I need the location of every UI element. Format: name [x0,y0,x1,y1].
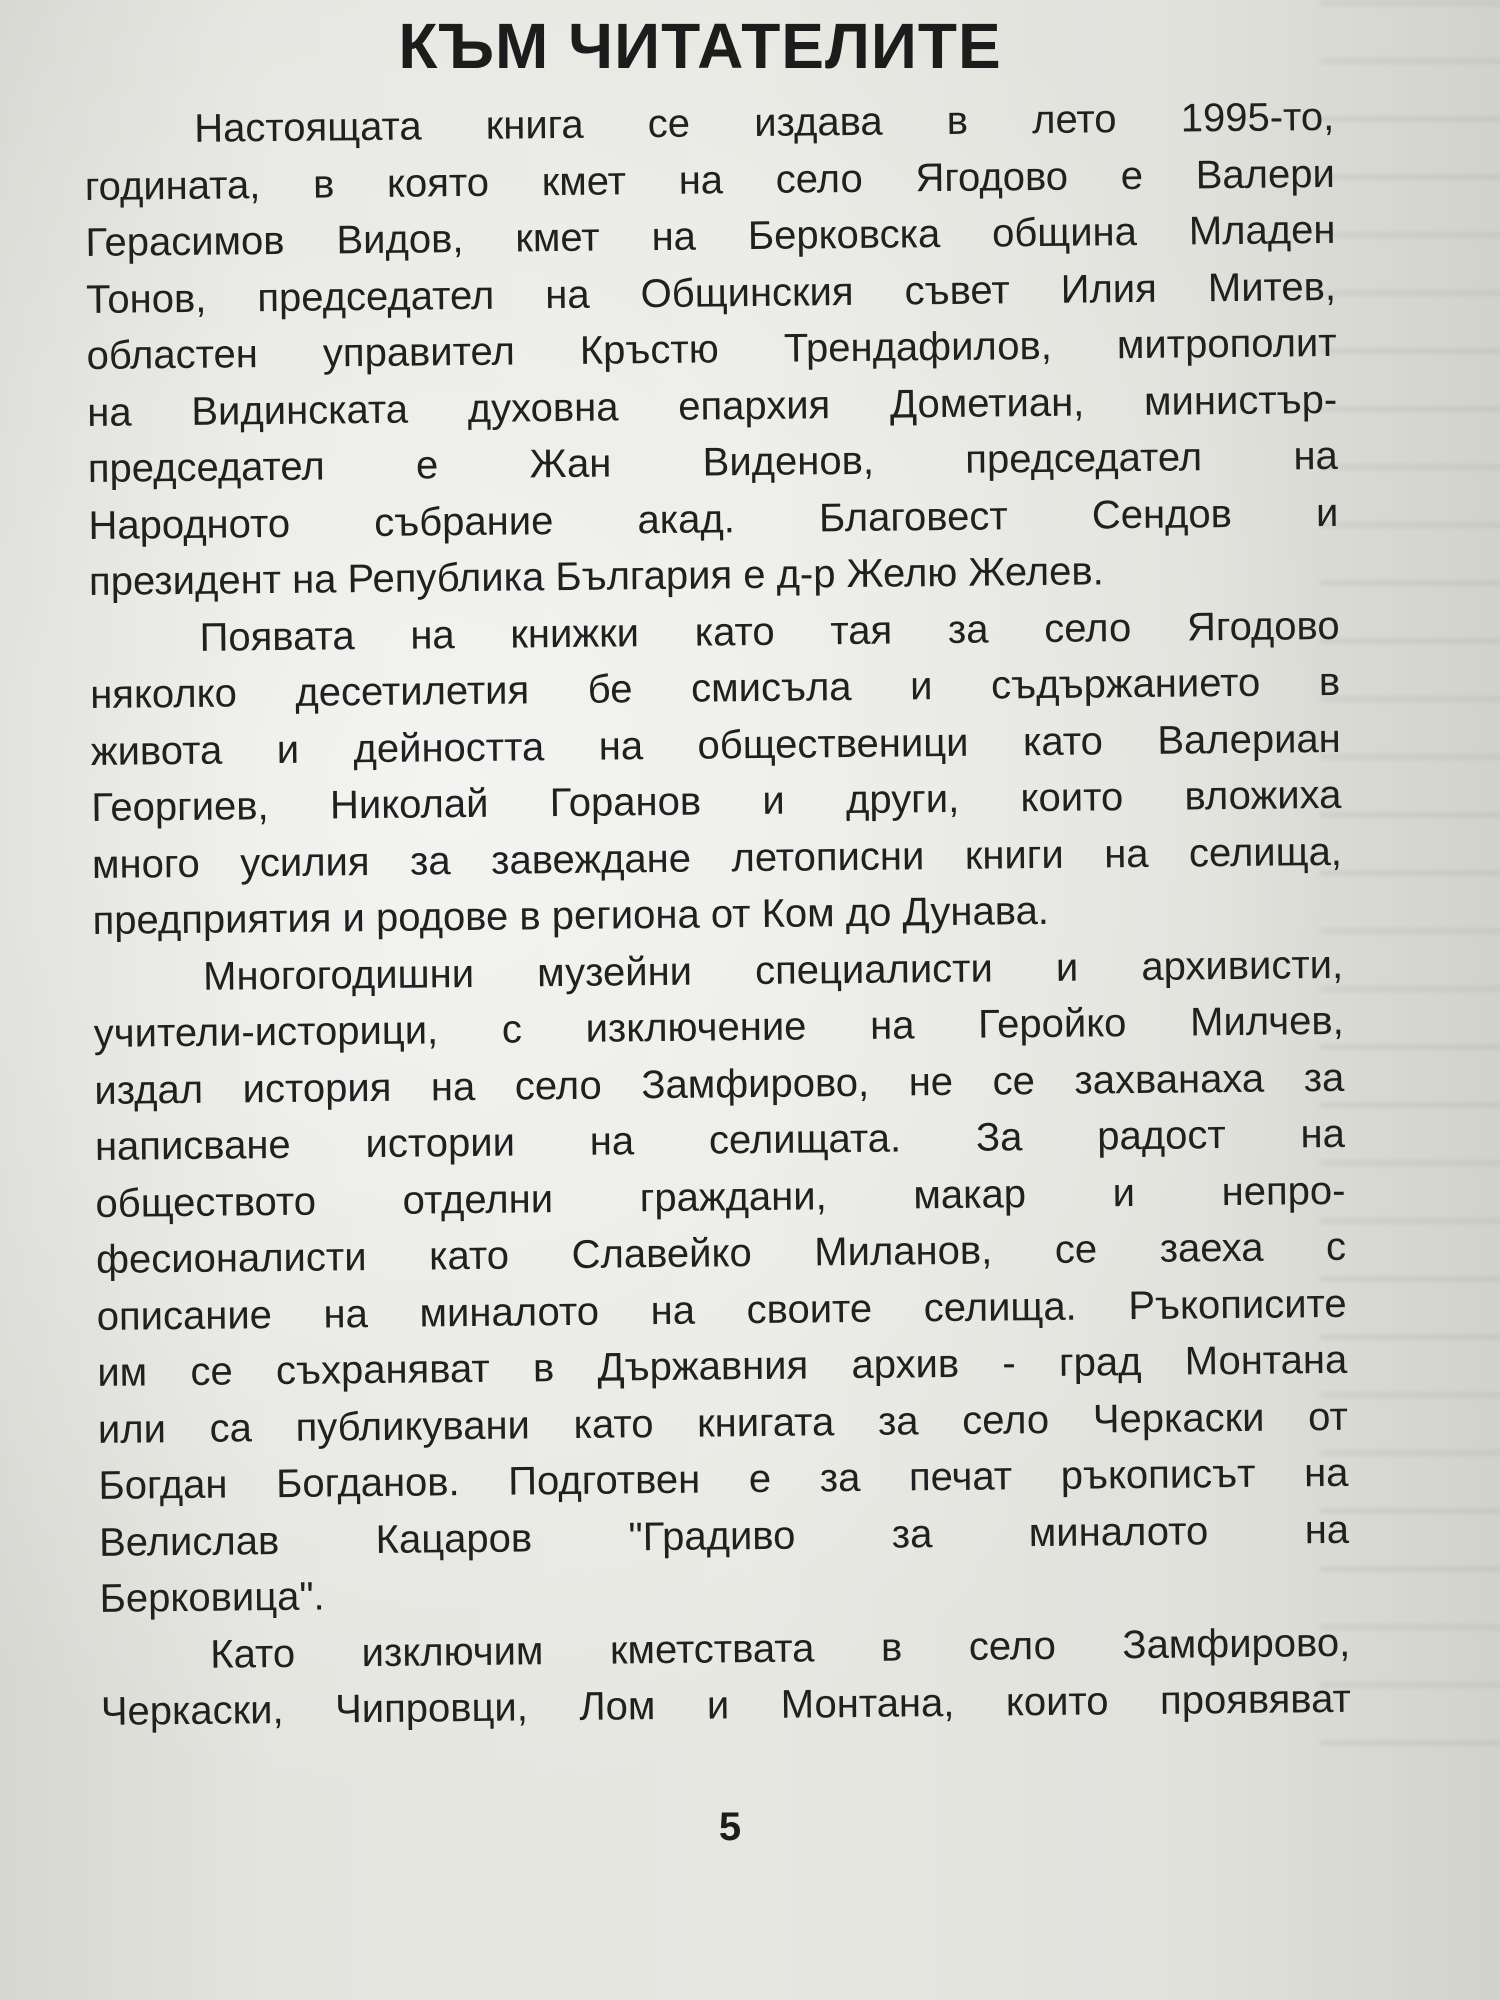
body-text [84,89,1351,1740]
text-line: много усилия за завеждане летописни книги на селища, [91,829,1343,887]
text-line: няколко десетилетия бе смисъла и съдържанието в [89,659,1341,717]
text-line: Настоящата книга се издава в лето 1995-то, [194,94,1335,151]
text-line: Тонов, председател на Общинския съвет Илия Митев, [85,264,1337,322]
text-line: на Видинската духовна епархия Дометиан, министър- [87,377,1338,435]
text-line: написване истории на селищата. За радост на [94,1111,1346,1169]
text-line: предприятия и родове в региона от Ком до Дунава. [92,888,1050,943]
text-line: им се съхраняват в Държавния архив - град Монтана [97,1337,1348,1395]
text-line: живота и дейността на общественици като Валериан [90,716,1341,774]
text-line: Като изключим кметствата в село Замфирово, [210,1620,1351,1677]
text-line: фесионалисти като Славейко Миланов, се заеха с [95,1224,1347,1282]
paragraph-4 [100,1614,1351,1740]
text-line: председател е Жан Виденов, председател на [87,433,1339,491]
text-line: Герасимов Видов, кмет на Берковска община Младен [85,207,1336,265]
page-title: КЪМ ЧИТАТЕЛИТЕ [398,10,1002,82]
text-line: Народното събрание акад. Благовест Сендов и [88,490,1339,548]
text-line: Велислав Кацаров "Градиво за миналото на [98,1507,1350,1565]
text-line: обществото отделни граждани, макар и непро- [95,1168,1346,1226]
page-number: 5 [718,1805,742,1849]
text-line: учители-историци, с изключение на Геройко Милчев, [93,998,1344,1056]
text-line: президент на Република България е д-р Желю Желев. [88,549,1104,604]
paragraph-3 [93,936,1350,1627]
text-line: областен управител Кръстю Трендафилов, митрополит [86,320,1337,378]
paragraph-2 [89,597,1342,949]
text-line: Появата на книжки като тая за село Ягодово [199,603,1340,660]
text-line: или са публикувани като книгата за село Черкаски от [97,1394,1349,1452]
text-line: Богдан Богданов. Подготвен е за печат ръкописът на [98,1450,1349,1508]
text-line: Берковица". [99,1574,325,1621]
text-line: издал история на село Замфирово, не се захванаха за [94,1055,1345,1113]
text-line: годината, в която кмет на село Ягодово е Валери [84,151,1336,209]
text-line: Черкаски, Чипровци, Лом и Монтана, които проявяват [100,1676,1352,1734]
paragraph-1 [84,89,1339,611]
text-line: Многогодишни музейни специалисти и архивисти, [202,942,1344,999]
text-line: Георгиев, Николай Горанов и други, които вложиха [91,772,1342,830]
text-line: описание на миналото на своите селища. Ръкописите [96,1281,1347,1339]
